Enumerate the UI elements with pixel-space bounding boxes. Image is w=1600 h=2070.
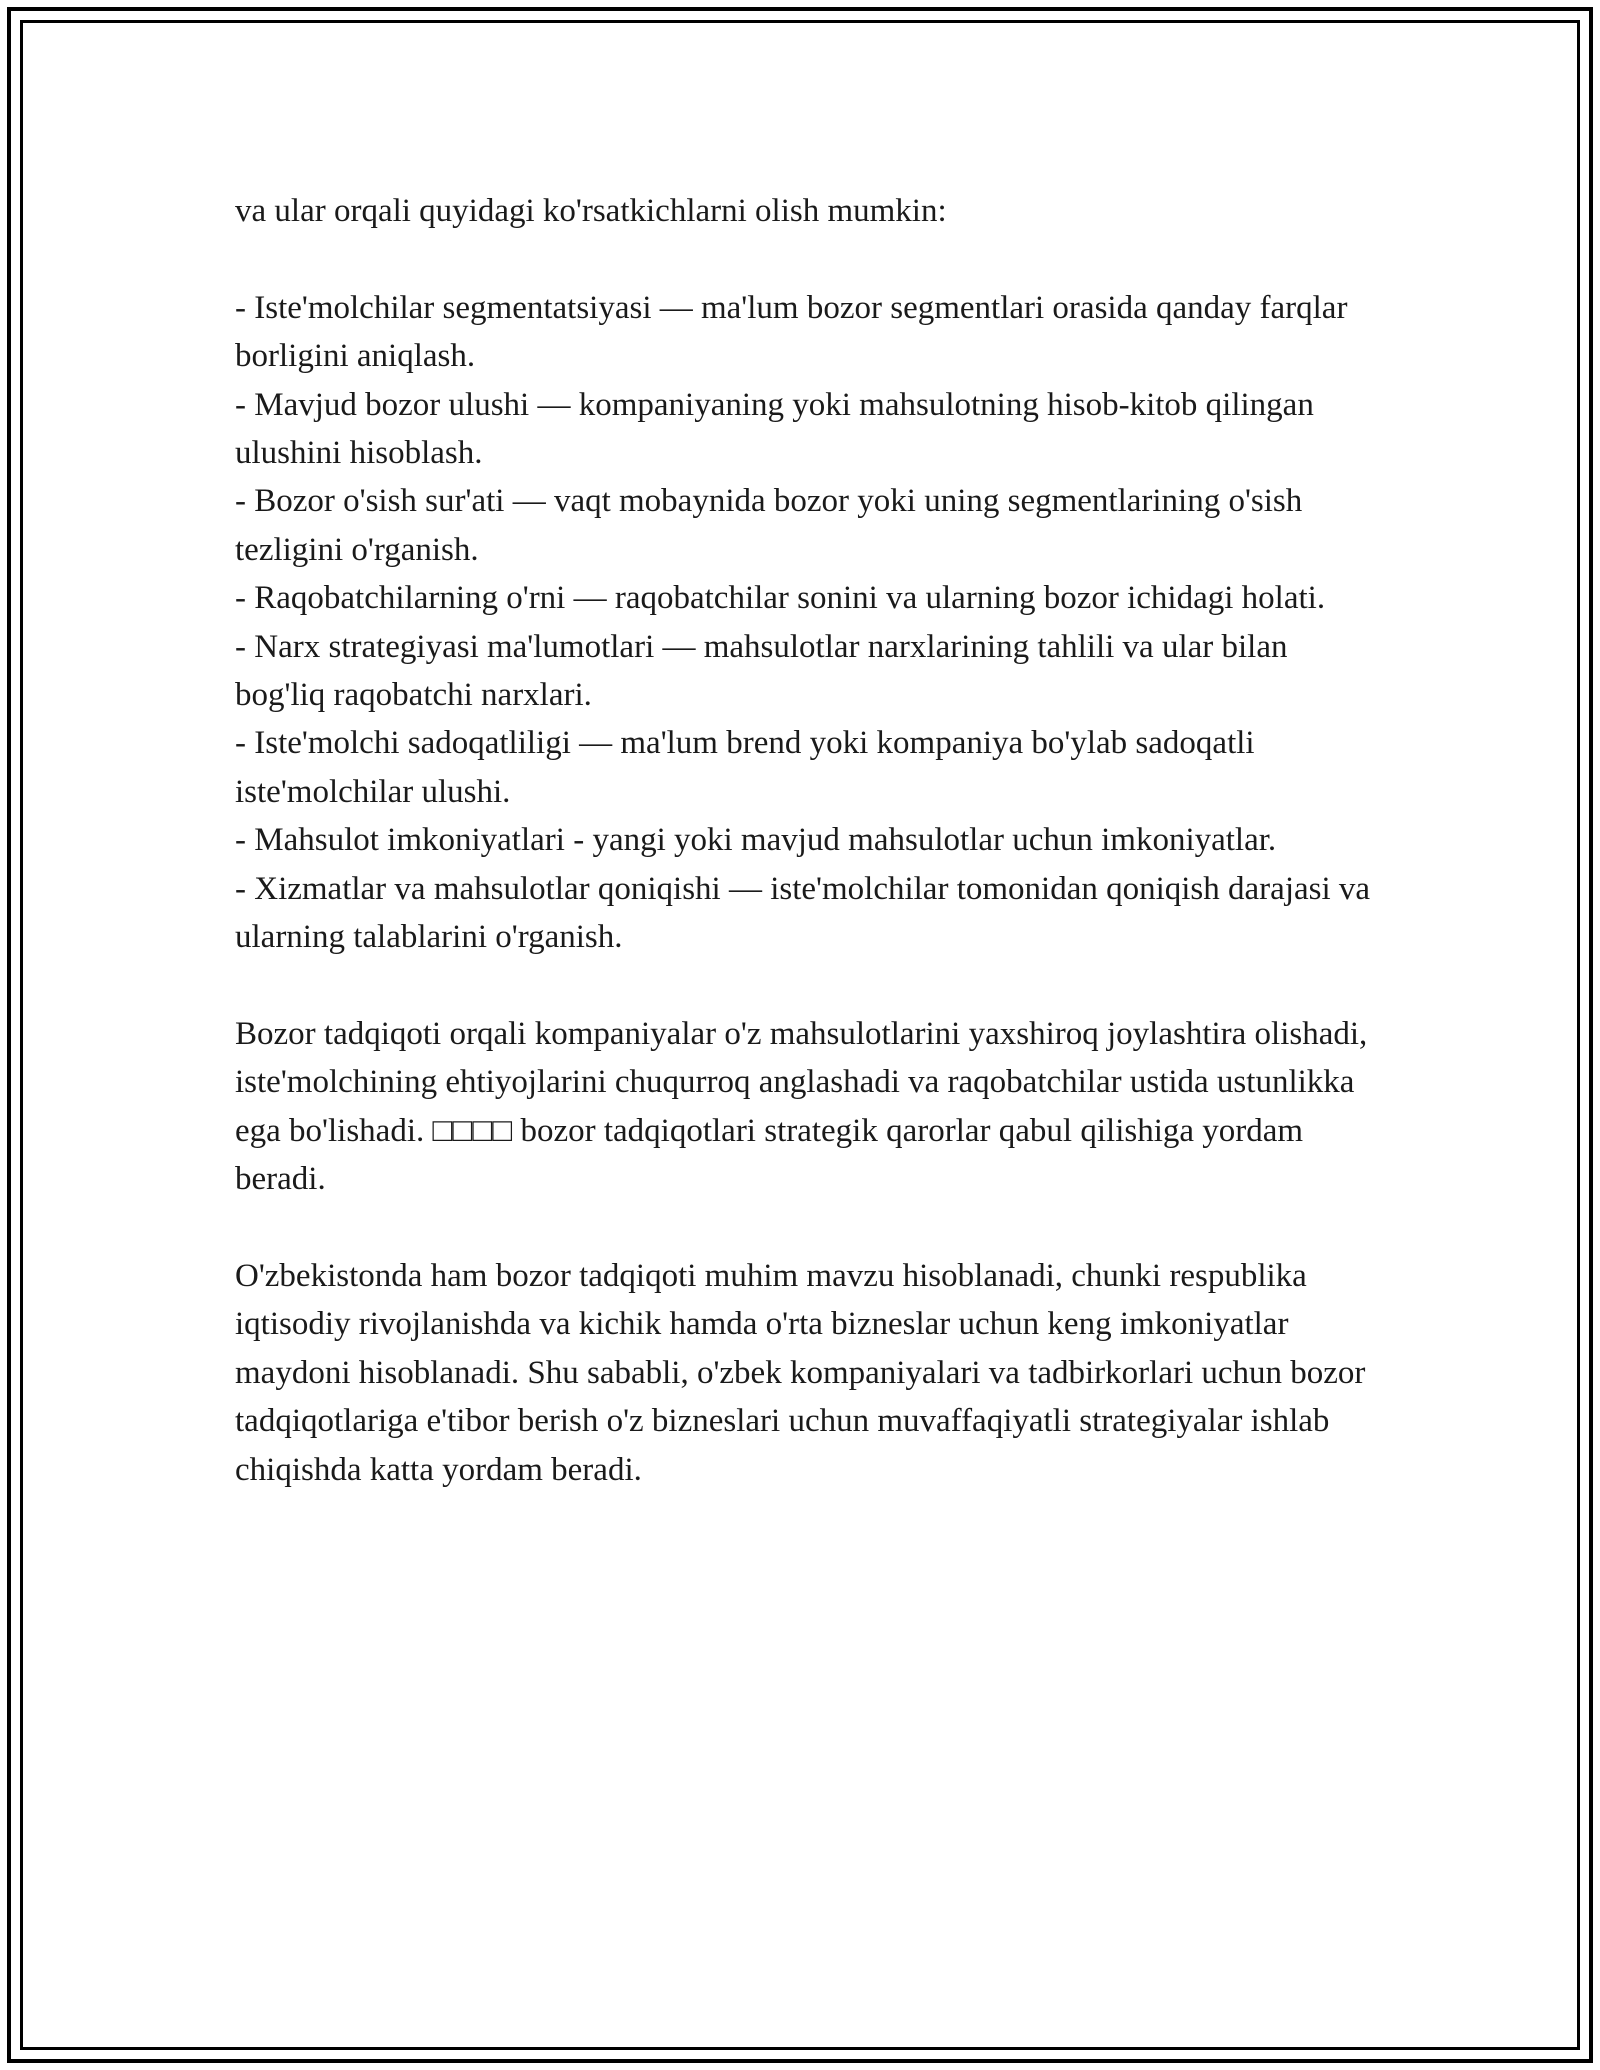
list-item: - Xizmatlar va mahsulotlar qoniqishi — iste'molchilar tomonidan qoniqish darajasi va ularning talablarini o'rganish.	[235, 870, 1371, 956]
intro-text: va ular orqali quyidagi ko'rsatkichlarni olish mumkin:	[235, 193, 947, 229]
spacer	[235, 1204, 1385, 1252]
body-paragraph: Bozor tadqiqoti orqali kompaniyalar o'z mahsulotlarini yaxshiroq joylashtira olishadi, iste'molchining ehtiyojlarini chuqurroq anglashadi va raqobatchilar ustida ustunlikka ega bo'lishadi. □□□□ bozor tadqiqotlari strategik qarorlar qabul qilishiga yordam beradi.	[235, 1015, 1368, 1198]
list-item: - Narx strategiyasi ma'lumotlari — mahsulotlar narxlarining tahlili va ular bilan bog'liq raqobatchi narxlari.	[235, 628, 1288, 714]
list-item: - Iste'molchi sadoqatliligi — ma'lum brend yoki kompaniya bo'ylab sadoqatli iste'molchilar ulushi.	[235, 725, 1255, 810]
list-item: - Mahsulot imkoniyatlari - yangi yoki mavjud mahsulotlar uchun imkoniyatlar.	[235, 822, 1277, 859]
indicator-list	[235, 284, 1385, 962]
list-item: - Bozor o'sish sur'ati — vaqt mobaynida bozor yoki uning segmentlarining o'sish tezligini o'rganish.	[235, 483, 1303, 568]
list-item: - Raqobatchilarning o'rni — raqobatchilar sonini va ularning bozor ichidagi holati.	[235, 580, 1326, 617]
list-item: - Mavjud bozor ulushi — kompaniyaning yoki mahsulotning hisob-kitob qilingan ulushini hisoblash.	[235, 386, 1314, 472]
list-item: - Iste'molchilar segmentatsiyasi — ma'lum bozor segmentlari orasida qanday farqlar borligini aniqlash.	[235, 289, 1348, 375]
spacer	[235, 961, 1385, 1009]
spacer	[235, 235, 1385, 283]
body-paragraph: O'zbekistonda ham bozor tadqiqoti muhim mavzu hisoblanadi, chunki respublika iqtisodiy rivojlanishda va kichik hamda o'rta bizneslar uchun keng imkoniyatlar maydoni hisoblanadi. Shu sababli, o'zbek kompaniyalari va tadbirkorlari uchun bozor tadqiqotlariga e'tibor berish o'z bizneslari uchun muvaffaqiyatli strategiyalar ishlab chiqishda katta yordam beradi.	[235, 1257, 1366, 1488]
document-body	[235, 187, 1385, 1494]
